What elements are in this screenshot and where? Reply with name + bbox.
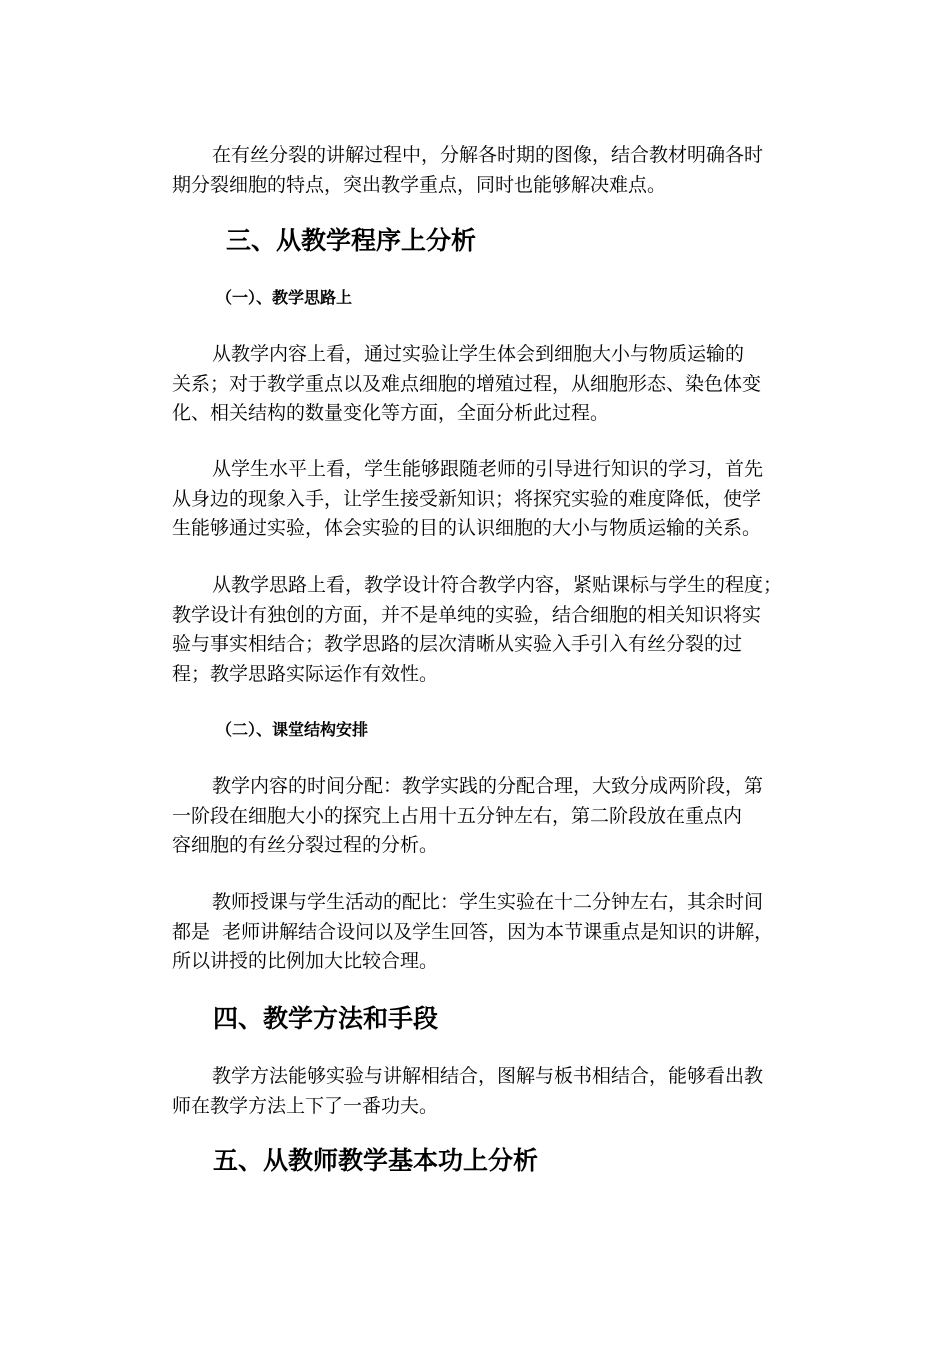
subsection-1-heading: （一）、教学思路上 [216,288,353,307]
paragraph-line: 都是 老师讲解结合设问以及学生回答，因为本节课重点是知识的讲解， [172,920,774,943]
paragraph-line: 教学方法能够实验与讲解相结合，图解与板书相结合，能够看出教 [212,1065,764,1087]
paragraph-line: 从教学内容上看，通过实验让学生体会到细胞大小与物质运输的 [212,343,745,365]
paragraph-line: 关系；对于教学重点以及难点细胞的增殖过程，从细胞形态、染色体变 [172,372,762,395]
subsection-2-heading: （二）、课堂结构安排 [216,720,369,739]
paragraph-line: 容细胞的有丝分裂过程的分析。 [172,834,439,856]
paragraph-line: 教学内容的时间分配：教学实践的分配合理，大致分成两阶段，第 [212,775,764,797]
paragraph-teaching-content [172,340,782,429]
section-4-heading: 四、教学方法和手段 [213,1004,439,1033]
intro-paragraph [172,141,782,200]
paragraph-line: 在有丝分裂的讲解过程中，分解各时期的图像，结合教材明确各时 [212,144,764,166]
paragraph-time-allocation [172,772,782,861]
paragraph-line: 程；教学思路实际运作有效性。 [172,662,439,685]
paragraph-line: 一阶段在细胞大小的探究上占用十五分钟左右，第二阶段放在重点内 [172,804,743,827]
paragraph-line: 生能够通过实验，体会实验的目的认识细胞的大小与物质运输的关系。 [172,517,762,539]
paragraph-line: 教学设计有独创的方面，并不是单纯的实验，结合细胞的相关知识将实 [172,603,762,626]
section-3-heading: 三、从教学程序上分析 [226,226,477,255]
paragraph-line: 从教学思路上看，教学设计符合教学内容，紧贴课标与学生的程度； [212,574,783,596]
paragraph-teaching-methods [172,1062,782,1121]
section-5-heading: 五、从教师教学基本功上分析 [213,1146,539,1175]
paragraph-line: 从身边的现象入手，让学生接受新知识；将探究实验的难度降低，使学 [172,487,762,510]
paragraph-line: 从学生水平上看，学生能够跟随老师的引导进行知识的学习，首先 [212,458,764,480]
paragraph-line: 期分裂细胞的特点，突出教学重点，同时也能够解决难点。 [172,173,667,196]
paragraph-line: 验与事实相结合；教学思路的层次清晰从实验入手引入有丝分裂的过 [172,633,743,655]
paragraph-line: 化、相关结构的数量变化等方面，全面分析此过程。 [172,402,610,424]
paragraph-student-level [172,455,782,544]
paragraph-line: 所以讲授的比例加大比较合理。 [172,950,439,972]
paragraph-line: 师在教学方法上下了一番功夫。 [172,1094,439,1117]
paragraph-teaching-approach [172,571,782,689]
paragraph-activity-ratio [172,888,782,977]
paragraph-line: 教师授课与学生活动的配比：学生实验在十二分钟左右，其余时间 [212,891,764,913]
